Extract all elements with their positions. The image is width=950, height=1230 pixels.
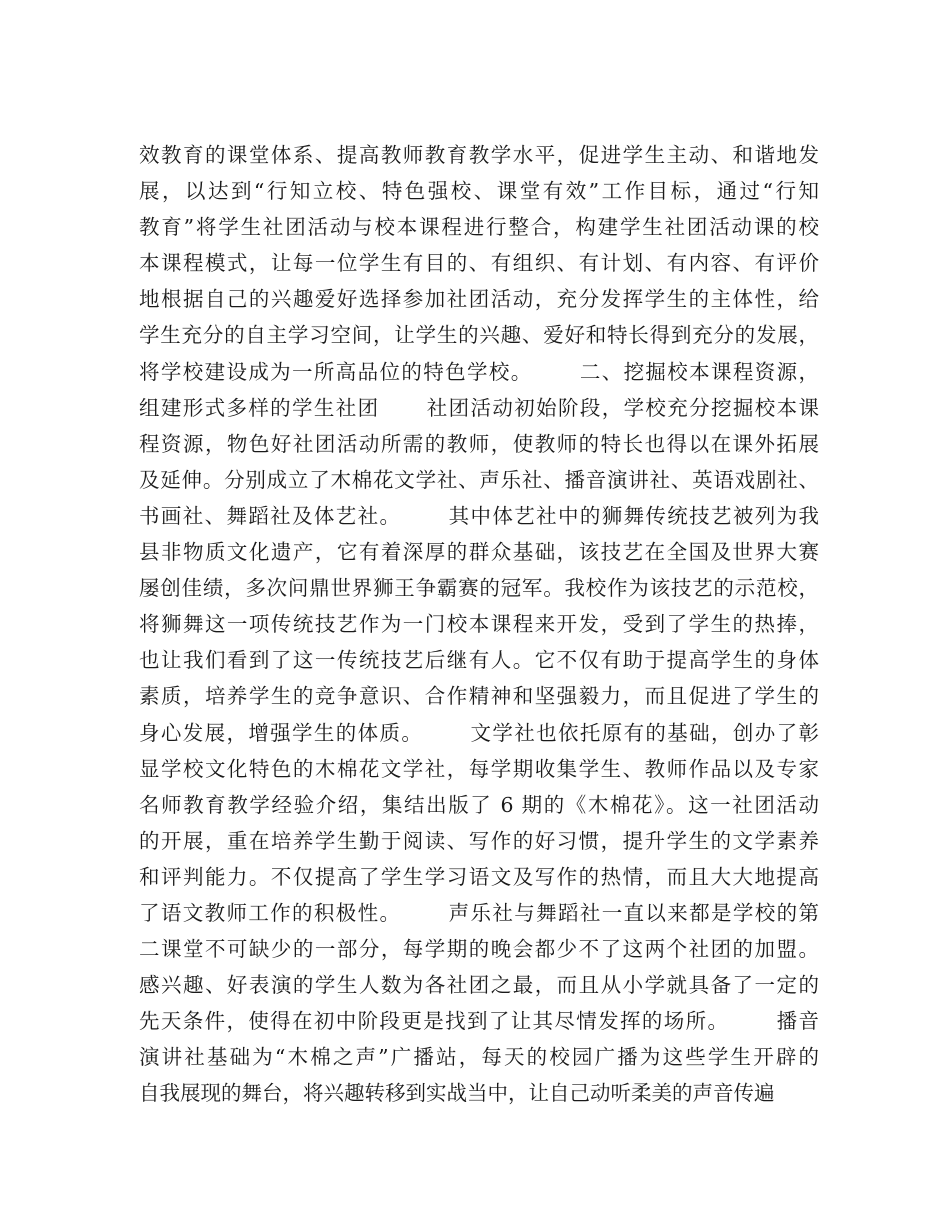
text-line: 程资源，物色好社团活动所需的教师，使教师的特长也得以在课外拓展 [139, 431, 819, 456]
text-line: 显学校文化特色的木棉花文学社，每学期收集学生、教师作品以及专家 [139, 756, 819, 781]
text-line: 身心发展，增强学生的体质。 文学社也依托原有的基础，创办了彰 [139, 720, 819, 745]
document-body [139, 137, 819, 1112]
text-line: 学生充分的自主学习空间，让学生的兴趣、爱好和特长得到充分的发展， [139, 323, 819, 348]
text-line: 先天条件，使得在初中阶段更是找到了让其尽情发挥的场所。 播音 [139, 1009, 819, 1034]
text-line: 的开展，重在培养学生勤于阅读、写作的好习惯，提升学生的文学素养 [139, 828, 819, 853]
text-line: 了语文教师工作的积极性。 声乐社与舞蹈社一直以来都是学校的第 [139, 900, 819, 925]
text-line: 将狮舞这一项传统技艺作为一门校本课程来开发，受到了学生的热捧， [139, 612, 819, 637]
text-line: 自我展现的舞台，将兴趣转移到实战当中，让自己动听柔美的声音传遍 [139, 1081, 775, 1106]
text-line: 地根据自己的兴趣爱好选择参加社团活动，充分发挥学生的主体性，给 [139, 287, 819, 312]
text-line: 二课堂不可缺少的一部分，每学期的晚会都少不了这两个社团的加盟。 [139, 937, 819, 962]
text-line: 教育”将学生社团活动与校本课程进行整合，构建学生社团活动课的校 [139, 215, 819, 240]
text-line: 县非物质文化遗产，它有着深厚的群众基础，该技艺在全国及世界大赛 [139, 540, 819, 565]
text-line: 名师教育教学经验介绍，集结出版了 6 期的《木棉花》。这一社团活动 [139, 792, 819, 817]
text-line: 效教育的课堂体系、提高教师教育教学水平，促进学生主动、和谐地发 [139, 143, 819, 167]
text-line: 素质，培养学生的竞争意识、合作精神和坚强毅力，而且促进了学生的 [139, 684, 819, 709]
text-line: 演讲社基础为“木棉之声”广播站，每天的校园广播为这些学生开辟的 [139, 1045, 819, 1070]
text-line: 将学校建设成为一所高品位的特色学校。 二、挖掘校本课程资源， [139, 359, 819, 384]
text-line: 及延伸。分别成立了木棉花文学社、声乐社、播音演讲社、英语戏剧社、 [139, 467, 819, 492]
text-line: 和评判能力。不仅提高了学生学习语文及写作的热情，而且大大地提高 [139, 864, 819, 889]
text-line: 也让我们看到了这一传统技艺后继有人。它不仅有助于提高学生的身体 [139, 648, 819, 673]
text-line: 本课程模式，让每一位学生有目的、有组织、有计划、有内容、有评价 [139, 251, 819, 276]
text-line: 组建形式多样的学生社团 社团活动初始阶段，学校充分挖掘校本课 [139, 395, 819, 420]
text-line: 屡创佳绩，多次问鼎世界狮王争霸赛的冠军。我校作为该技艺的示范校， [139, 576, 819, 601]
text-line: 展，以达到“行知立校、特色强校、课堂有效”工作目标，通过“行知 [139, 179, 819, 204]
text-line: 感兴趣、好表演的学生人数为各社团之最，而且从小学就具备了一定的 [139, 973, 819, 998]
text-line: 书画社、舞蹈社及体艺社。 其中体艺社中的狮舞传统技艺被列为我 [139, 503, 819, 528]
